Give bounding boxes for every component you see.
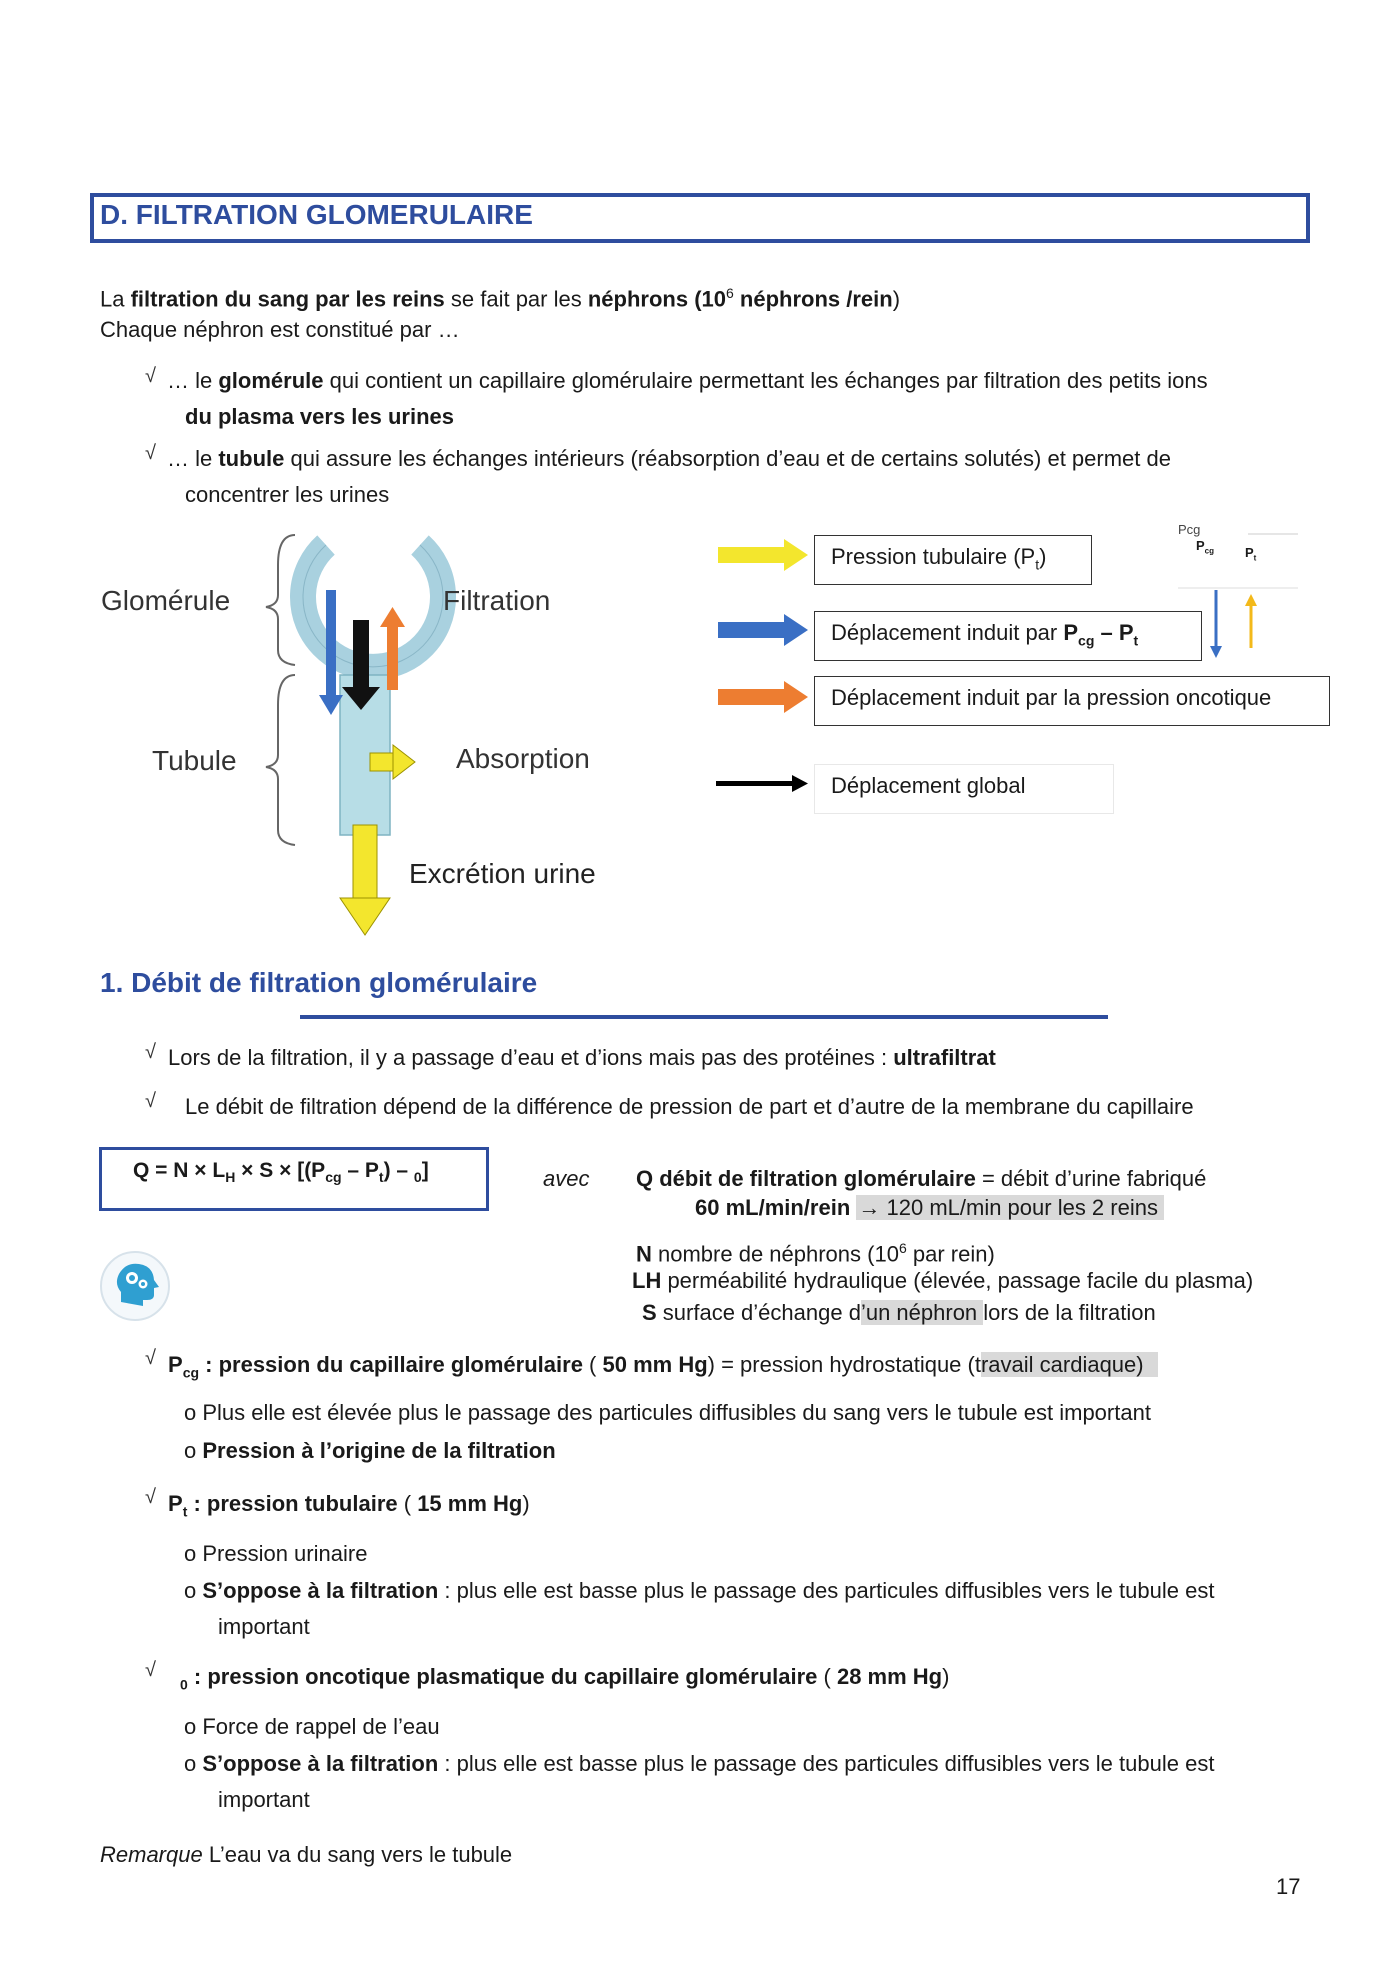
subscript: t bbox=[182, 1503, 188, 1520]
text: L’eau va du sang vers le tubule bbox=[202, 1842, 513, 1867]
label-glomerule: Glomérule bbox=[101, 585, 231, 616]
pi0-sub-2-cont: important bbox=[218, 1787, 310, 1812]
legend-item-1 bbox=[814, 535, 1092, 585]
text: ( bbox=[582, 1352, 603, 1377]
bold-text: Pression à l’origine de la filtration bbox=[202, 1438, 556, 1463]
bold-text: glomérule bbox=[218, 368, 324, 393]
bold-text: S’oppose à la filtration bbox=[202, 1578, 439, 1603]
text: = débit d’urine fabriqué bbox=[975, 1166, 1207, 1191]
text: … le bbox=[167, 368, 219, 393]
text: o bbox=[184, 1751, 203, 1776]
black-arrow bbox=[353, 620, 369, 690]
check-mark: √ bbox=[145, 442, 156, 464]
text: surface d’échange d bbox=[656, 1300, 861, 1325]
bold-text: – P bbox=[1094, 620, 1134, 645]
label-excretion: Excrétion urine bbox=[409, 858, 596, 889]
text: P bbox=[1196, 538, 1205, 553]
subscript: t bbox=[1253, 553, 1257, 563]
bold-text: tubule bbox=[218, 446, 285, 471]
text: ) – bbox=[383, 1159, 414, 1182]
text: … le bbox=[167, 446, 219, 471]
intro-item-2-cont: concentrer les urines bbox=[185, 482, 390, 507]
legend-black-arrow bbox=[716, 781, 794, 786]
subscript: t bbox=[378, 1169, 384, 1186]
highlighted-text: → 120 mL/min pour les 2 reins bbox=[856, 1195, 1164, 1220]
intro-bold: néphrons (10 bbox=[587, 286, 726, 312]
pcg-sub-1: o Plus elle est élevée plus le passage des particules diffusibles du sang vers le tubule est important bbox=[184, 1400, 1151, 1425]
def-q bbox=[636, 1164, 1206, 1194]
subscript: cg bbox=[1078, 632, 1095, 649]
legend-orange-arrow bbox=[718, 689, 786, 705]
intro-text: ) bbox=[892, 286, 901, 312]
subscript: t bbox=[1035, 556, 1040, 573]
text: o bbox=[184, 1438, 203, 1463]
glomerular-capsule bbox=[303, 545, 443, 667]
def-lh bbox=[632, 1266, 1253, 1296]
bold-text: ultrafiltrat bbox=[893, 1045, 996, 1070]
text: ] bbox=[421, 1159, 429, 1182]
text: qui contient un capillaire glomérulaire permettant les échanges par filtration des petits ions bbox=[323, 368, 1208, 393]
label-tubule: Tubule bbox=[152, 745, 237, 776]
page-number: 17 bbox=[1276, 1874, 1301, 1899]
bold-text: P bbox=[168, 1352, 183, 1377]
legend-text: Pression tubulaire (P bbox=[831, 544, 1036, 569]
superscript: 6 bbox=[726, 285, 734, 301]
excretion-arrow bbox=[353, 825, 377, 900]
subscript: cg bbox=[182, 1364, 200, 1381]
bold-text: LH bbox=[632, 1268, 662, 1293]
formula bbox=[133, 1156, 429, 1192]
subscript: 0 bbox=[180, 1676, 188, 1693]
bold-text: 60 mL/min/rein bbox=[695, 1195, 857, 1220]
text: o bbox=[184, 1578, 203, 1603]
intro-line-2: Chaque néphron est constitué par … bbox=[100, 317, 460, 342]
text: nombre de néphrons (10 bbox=[651, 1241, 899, 1267]
label-filtration: Filtration bbox=[443, 585, 551, 616]
text: × S × [(P bbox=[235, 1159, 326, 1182]
brain-gears-icon bbox=[99, 1250, 171, 1322]
legend-blue-arrow bbox=[718, 622, 786, 638]
highlighted-text: ravail cardiaque) bbox=[981, 1352, 1158, 1377]
avec-label: avec bbox=[543, 1166, 590, 1191]
text: perméabilité hydraulique (élevée, passage facile du plasma) bbox=[661, 1268, 1254, 1293]
section-title: D. FILTRATION GLOMERULAIRE bbox=[100, 199, 533, 230]
intro-item-2 bbox=[167, 444, 1171, 474]
bold-text: S’oppose à la filtration bbox=[202, 1751, 439, 1776]
orange-arrow bbox=[387, 625, 398, 690]
highlighted-text: ’un néphron bbox=[860, 1300, 984, 1325]
subsection-rule bbox=[300, 1015, 1108, 1019]
blue-arrow bbox=[326, 590, 336, 700]
subscript: H bbox=[225, 1169, 236, 1186]
pt-sub-1: o Pression urinaire bbox=[184, 1541, 368, 1566]
legend-arrows bbox=[716, 535, 816, 805]
intro-text: La bbox=[100, 286, 131, 312]
intro-line-1 bbox=[100, 278, 900, 314]
def-q-2 bbox=[695, 1193, 1164, 1223]
bold-text: N bbox=[636, 1241, 652, 1267]
text: ( bbox=[817, 1664, 837, 1689]
intro-text: se fait par les bbox=[444, 286, 588, 312]
text: : plus elle est basse plus le passage des particules diffusibles vers le tubule est bbox=[438, 1751, 1215, 1776]
text: – P bbox=[341, 1159, 379, 1182]
text: qui assure les échanges intérieurs (réabsorption d’eau et de certains solutés) et permet de bbox=[284, 446, 1171, 471]
intro-bold: néphrons /rein bbox=[733, 286, 893, 312]
subscript: 0 bbox=[413, 1169, 422, 1186]
text: Q = N × L bbox=[133, 1159, 226, 1182]
pi0-sub-2 bbox=[184, 1749, 1214, 1779]
pi0-heading bbox=[180, 1662, 949, 1699]
text: : plus elle est basse plus le passage des particules diffusibles vers le tubule est bbox=[438, 1578, 1215, 1603]
absorption-arrow bbox=[370, 753, 394, 771]
bold-text: Q débit de filtration glomérulaire bbox=[636, 1166, 976, 1191]
text: P bbox=[1245, 545, 1254, 560]
check-mark: √ bbox=[145, 1090, 156, 1112]
text: Lors de la filtration, il y a passage d’eau et d’ions mais pas des protéines : bbox=[168, 1045, 894, 1070]
pt-sub-2 bbox=[184, 1576, 1214, 1606]
subscript: cg bbox=[325, 1169, 342, 1186]
superscript: 6 bbox=[898, 1240, 907, 1256]
text: par rein) bbox=[906, 1241, 995, 1267]
bold-text: : pression du capillaire glomérulaire bbox=[199, 1352, 583, 1377]
check-mark: √ bbox=[145, 1347, 156, 1369]
text: lors de la filtration bbox=[983, 1300, 1156, 1325]
intro-item-1-cont: du plasma vers les urines bbox=[185, 404, 455, 429]
bold-text: 50 mm Hg bbox=[602, 1352, 708, 1377]
pt-sub-2-cont: important bbox=[218, 1614, 310, 1639]
label-absorption: Absorption bbox=[456, 743, 590, 774]
subscript: t bbox=[1133, 632, 1139, 649]
legend-item-4: Déplacement global bbox=[814, 764, 1114, 814]
pcg-sub-2 bbox=[184, 1436, 556, 1466]
mini-pcg-label: Pcg bbox=[1178, 522, 1201, 537]
mini-pressure-diagram bbox=[1176, 530, 1306, 660]
subscript: cg bbox=[1204, 546, 1215, 556]
bold-text: P bbox=[1063, 620, 1079, 645]
section1-bullet-1 bbox=[168, 1043, 996, 1073]
legend-text: ) bbox=[1039, 544, 1047, 569]
def-n bbox=[636, 1233, 995, 1269]
intro-item-1 bbox=[167, 366, 1208, 396]
text: ( bbox=[397, 1491, 418, 1516]
bold-text: : pression oncotique plasmatique du capillaire glomérulaire bbox=[187, 1664, 818, 1689]
text: ) bbox=[942, 1664, 950, 1689]
legend-yellow-arrow bbox=[718, 547, 786, 563]
text: ) bbox=[522, 1491, 530, 1516]
legend-item-2 bbox=[814, 611, 1202, 661]
intro-bold: filtration du sang par les reins bbox=[130, 286, 445, 312]
legend-item-3: Déplacement induit par la pression oncotique bbox=[814, 676, 1330, 726]
pi0-sub-1: o Force de rappel de l’eau bbox=[184, 1714, 440, 1739]
text: ) = pression hydrostatique (t bbox=[707, 1352, 981, 1377]
pt-heading bbox=[168, 1489, 530, 1526]
pcg-heading bbox=[168, 1350, 1158, 1387]
check-mark: √ bbox=[145, 1041, 156, 1063]
legend-text: Déplacement induit par bbox=[831, 620, 1064, 645]
section1-bullet-2: Le débit de filtration dépend de la différence de pression de part et d’autre de la membrane du capillaire bbox=[185, 1094, 1194, 1119]
tubule-brace bbox=[266, 675, 295, 845]
bold-text: 28 mm Hg bbox=[836, 1664, 943, 1689]
bold-text: : pression tubulaire bbox=[187, 1491, 398, 1516]
check-mark: √ bbox=[145, 1486, 156, 1508]
check-mark: √ bbox=[145, 1659, 156, 1681]
subsection-title: 1. Débit de filtration glomérulaire bbox=[100, 967, 538, 998]
italic-text: Remarque bbox=[100, 1842, 203, 1867]
bold-text: 15 mm Hg bbox=[417, 1491, 523, 1516]
check-mark: √ bbox=[145, 365, 156, 387]
bold-text: P bbox=[168, 1491, 183, 1516]
def-s bbox=[642, 1298, 1156, 1328]
bold-text: S bbox=[642, 1300, 657, 1325]
remark bbox=[100, 1840, 512, 1870]
